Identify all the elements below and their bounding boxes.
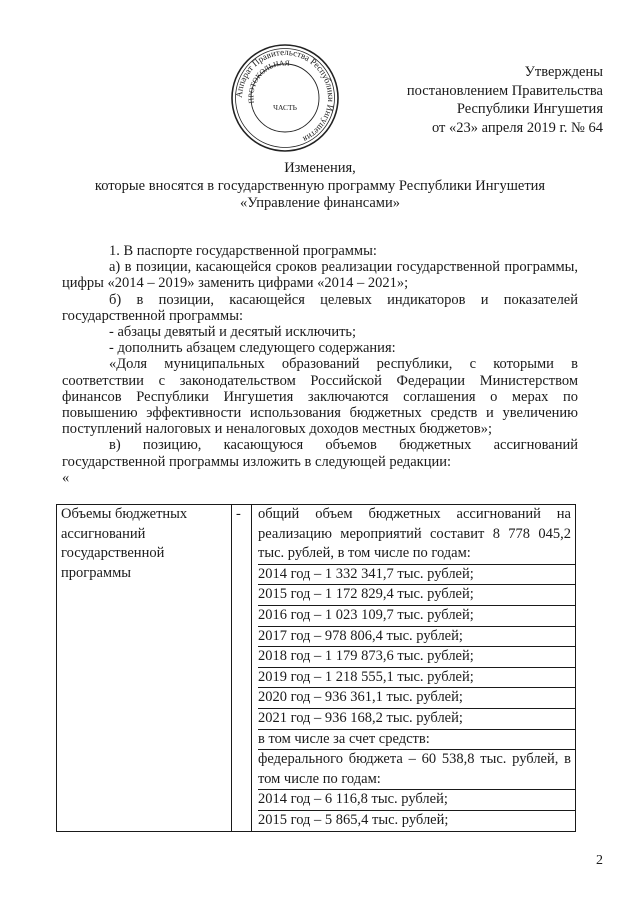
table-values-cell — [252, 505, 576, 832]
seal-center-top: ПРОТОКОЛЬНАЯ — [246, 58, 291, 104]
table-row — [57, 505, 576, 832]
official-seal — [230, 43, 340, 153]
approval-line: от «23» апреля 2019 г. № 64 — [431, 119, 603, 136]
year-row: 2014 год – 1 332 341,7 тыс. рублей; — [258, 565, 575, 586]
paragraph: в) позицию, касающуюся объемов бюджетных ассигнований государственной программы изложить в следующей редакции: — [62, 437, 578, 470]
year-row: 2015 год – 1 172 829,4 тыс. рублей; — [258, 585, 575, 606]
federal-year-row: 2014 год – 6 116,8 тыс. рублей; — [258, 790, 575, 811]
paragraph: - абзацы девятый и десятый исключить; — [109, 324, 357, 341]
page-number: 2 — [596, 853, 603, 868]
federal-intro: федерального бюджета – 60 538,8 тыс. рублей, в том числе по годам: — [258, 750, 575, 790]
year-row: 2021 год – 936 168,2 тыс. рублей; — [258, 709, 575, 730]
paragraph: 1. В паспорте государственной программы: — [109, 243, 377, 259]
document-body — [62, 243, 578, 486]
approval-line: Республики Ингушетия — [456, 101, 603, 117]
seal-center-bottom: ЧАСТЬ — [273, 103, 297, 112]
quote-mark: « — [62, 469, 70, 486]
year-row: 2019 год – 1 218 555,1 тыс. рублей; — [258, 668, 575, 689]
total-intro: общий объем бюджетных ассигнований на реализацию мероприятий составит 8 778 045,2 тыс. рублей, в том числе по годам: — [258, 505, 575, 565]
paragraph: а) в позиции, касающейся сроков реализации государственной программы, цифры «2014 – 2019» заменить цифрами «2014 – 2021»; — [62, 259, 578, 292]
approval-line: постановлением Правительства — [406, 82, 603, 99]
year-row: 2018 год – 1 179 873,6 тыс. рублей; — [258, 647, 575, 668]
year-row: 2017 год – 978 806,4 тыс. рублей; — [258, 627, 575, 648]
table-label-cell: Объемы бюджетных ассигнований государственной программы — [57, 505, 232, 832]
approval-block — [407, 63, 603, 137]
sources-heading: в том числе за счет средств: — [258, 730, 575, 751]
seal-ring-text: Аппарат Правительства Республики Ингушетия — [233, 46, 337, 145]
paragraph: б) в позиции, касающейся целевых индикаторов и показателей государственной программы: — [62, 291, 578, 324]
budget-table — [56, 504, 576, 832]
approval-line: Утверждены — [524, 64, 603, 80]
paragraph: - дополнить абзацем следующего содержания: — [109, 340, 396, 357]
title-line: которые вносятся в государственную программу Республики Ингушетия — [94, 177, 546, 194]
paragraph: «Доля муниципальных образований республики, с которыми в соответствии с законодательством Российской Федерации Министерством финансов Республики Ингушетия заключаются соглашения о мерах по повышению эффективности использования бюджетных средств и увеличению поступлений налоговых и неналоговых доходов местных бюджетов»; — [62, 356, 578, 438]
federal-year-row: 2015 год – 5 865,4 тыс. рублей; — [258, 811, 449, 828]
year-row: 2016 год – 1 023 109,7 тыс. рублей; — [258, 606, 575, 627]
title-line: Изменения, — [284, 160, 356, 176]
year-row: 2020 год – 936 361,1 тыс. рублей; — [258, 688, 575, 709]
document-title — [0, 160, 640, 213]
table-dash-cell: - — [232, 505, 252, 832]
title-line: «Управление финансами» — [240, 195, 400, 211]
